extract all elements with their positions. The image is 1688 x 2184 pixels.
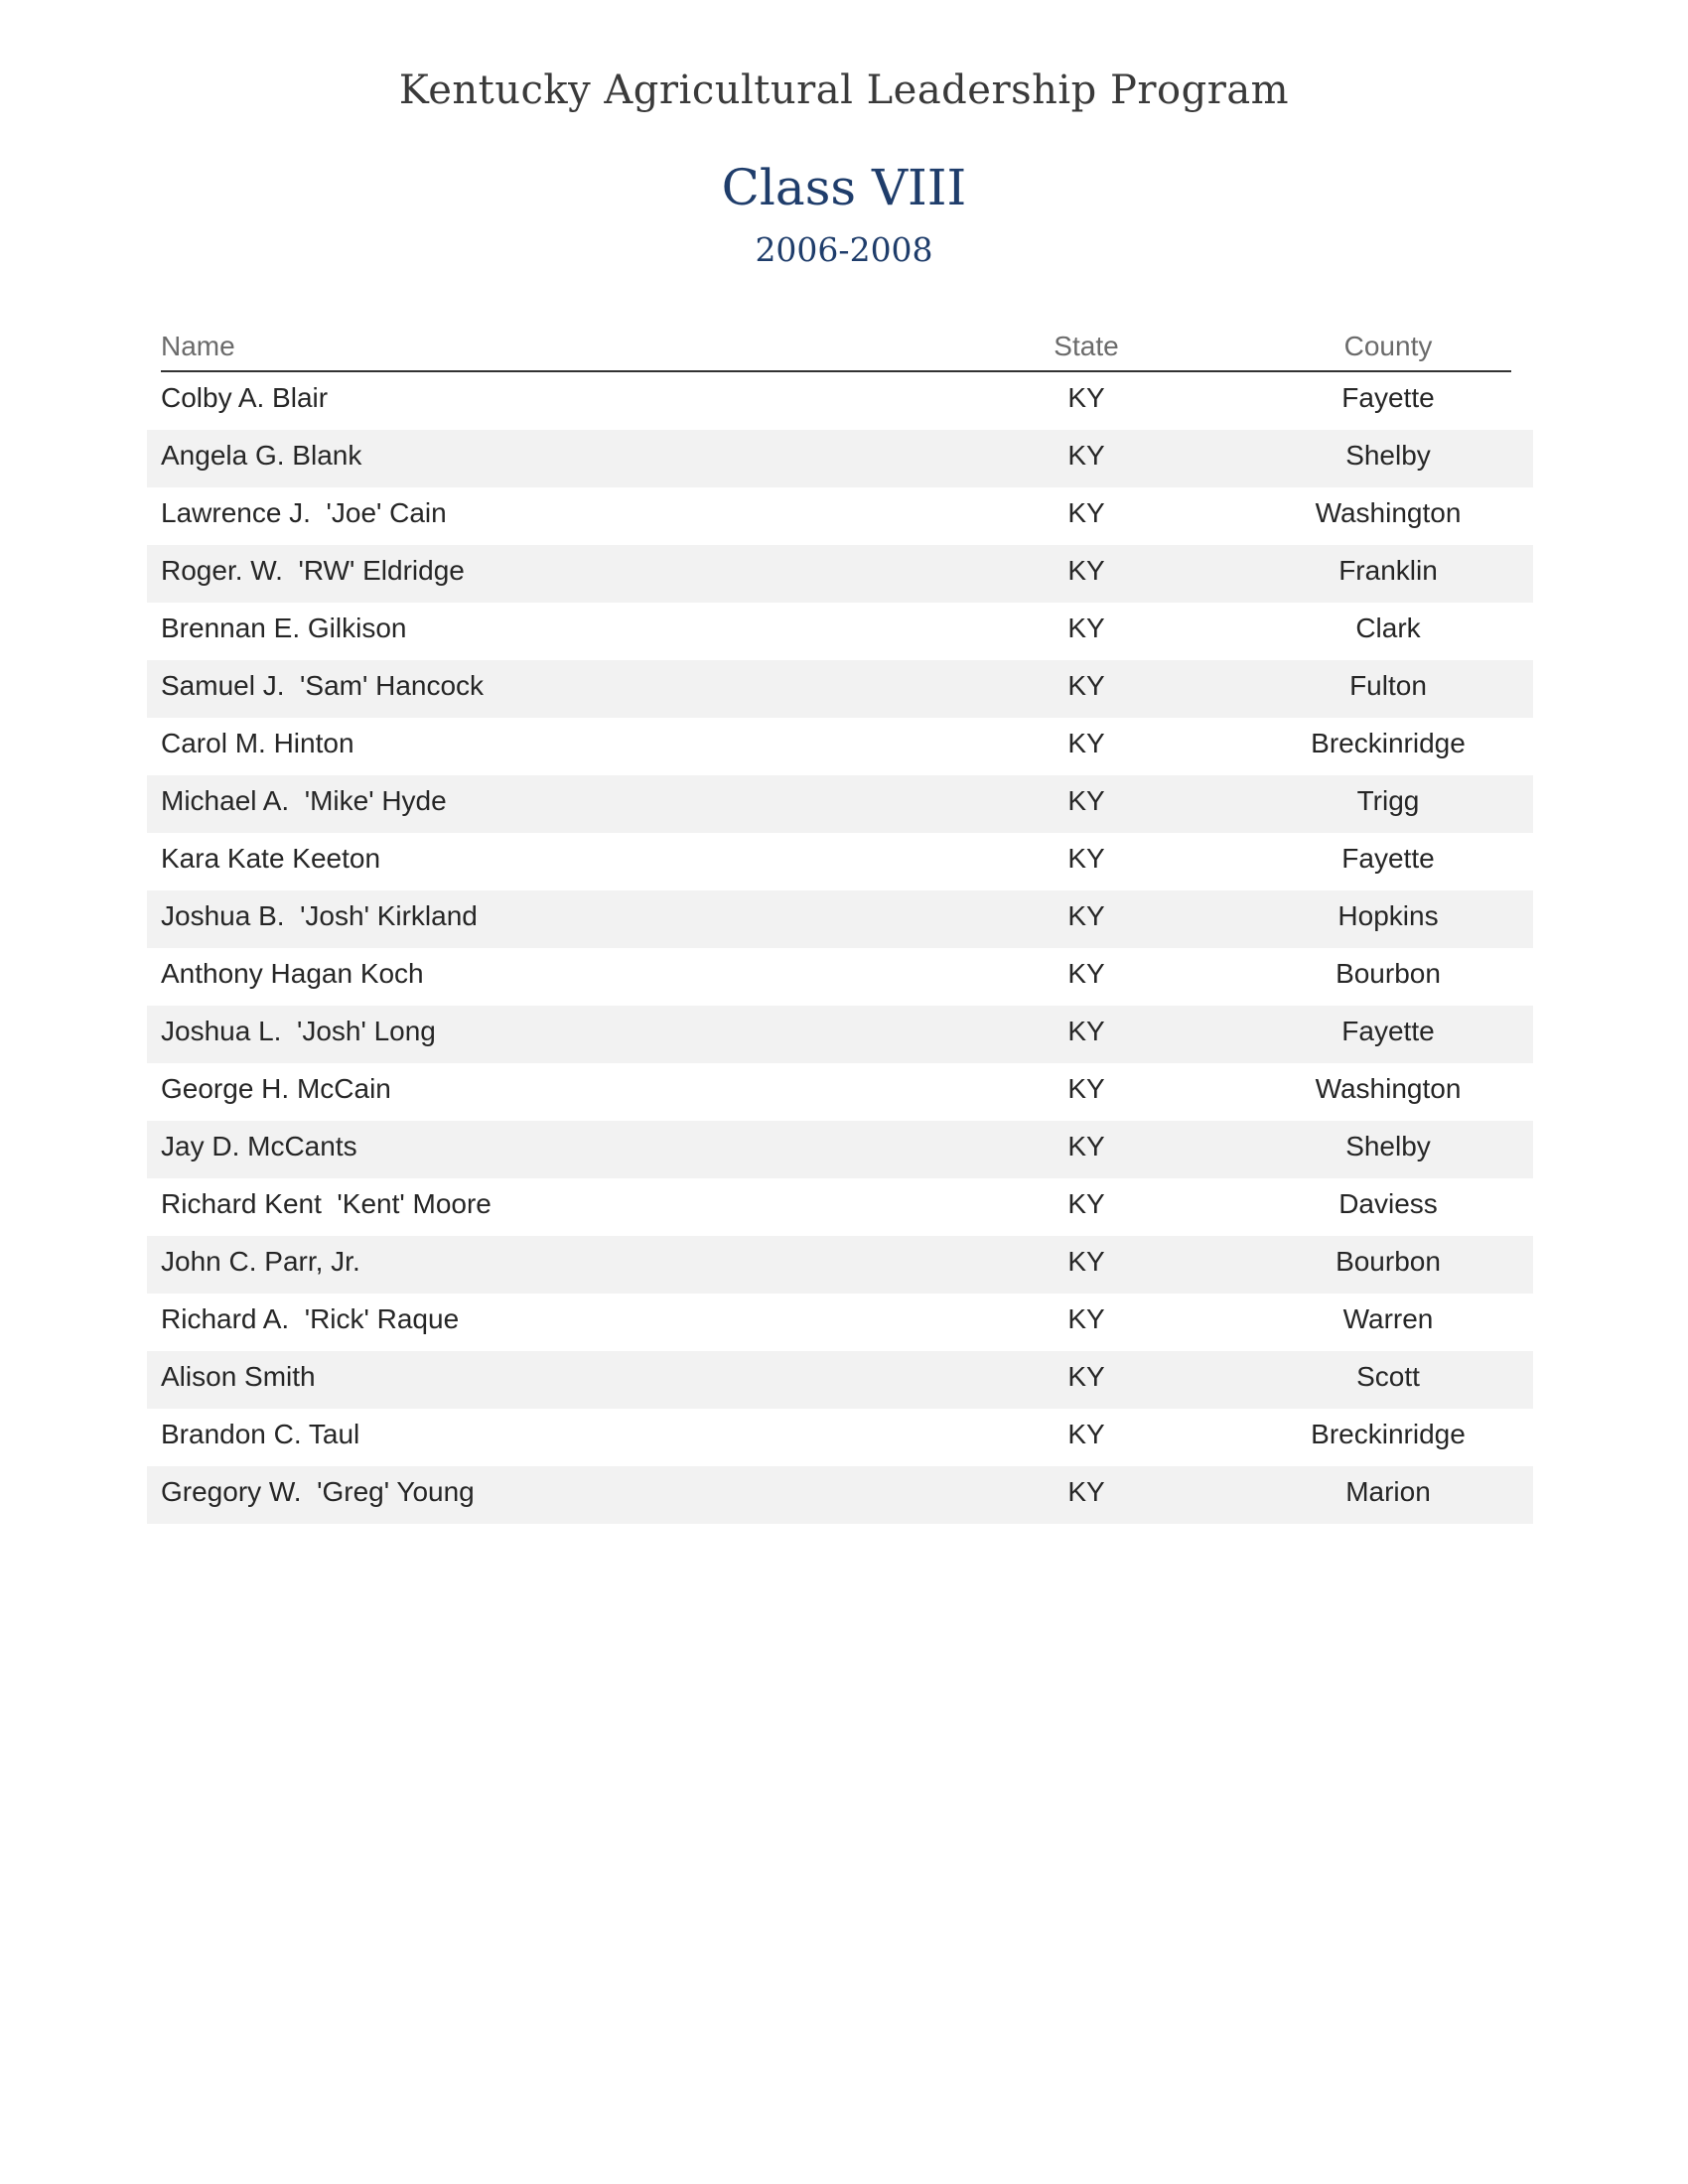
member-state: KY xyxy=(1067,843,1105,874)
table-row xyxy=(147,1063,1533,1121)
member-state: KY xyxy=(1067,670,1105,701)
table-row xyxy=(147,775,1533,833)
table-row xyxy=(147,1409,1533,1466)
member-name: Alison Smith xyxy=(161,1361,316,1392)
table-row xyxy=(147,718,1533,775)
member-county: Fayette xyxy=(1341,1016,1435,1046)
member-county: Fulton xyxy=(1349,670,1427,701)
member-state: KY xyxy=(1067,785,1105,816)
table-row xyxy=(147,603,1533,660)
member-state: KY xyxy=(1067,958,1105,989)
member-name: George H. McCain xyxy=(161,1073,391,1104)
member-name: John C. Parr, Jr. xyxy=(161,1246,360,1277)
member-county: Shelby xyxy=(1345,440,1431,471)
member-county: Shelby xyxy=(1345,1131,1431,1161)
member-state: KY xyxy=(1067,1131,1105,1161)
member-county: Scott xyxy=(1356,1361,1420,1392)
member-state: KY xyxy=(1067,1476,1105,1507)
member-county: Clark xyxy=(1355,613,1421,643)
member-name: Carol M. Hinton xyxy=(161,728,354,758)
member-name: Colby A. Blair xyxy=(161,382,329,413)
table-row xyxy=(147,1121,1533,1178)
member-county: Hopkins xyxy=(1337,900,1439,931)
member-state: KY xyxy=(1067,900,1105,931)
table-row xyxy=(147,487,1533,545)
member-state: KY xyxy=(1067,1361,1105,1392)
table-row xyxy=(147,1236,1533,1294)
table-row xyxy=(147,1294,1533,1351)
member-state: KY xyxy=(1067,382,1105,413)
member-name: Anthony Hagan Koch xyxy=(161,958,424,989)
member-state: KY xyxy=(1067,555,1105,586)
table-row xyxy=(147,430,1533,487)
member-county: Daviess xyxy=(1338,1188,1438,1219)
member-name: Richard A. 'Rick' Raque xyxy=(161,1303,460,1334)
program-title: Kentucky Agricultural Leadership Program xyxy=(398,68,1290,113)
table-row xyxy=(147,545,1533,603)
member-county: Washington xyxy=(1315,497,1462,528)
column-header-state: State xyxy=(1054,331,1119,361)
member-name: Joshua L. 'Josh' Long xyxy=(161,1016,436,1046)
member-county: Bourbon xyxy=(1336,1246,1441,1277)
member-county: Fayette xyxy=(1341,843,1435,874)
roster-body xyxy=(147,372,1533,1524)
member-state: KY xyxy=(1067,728,1105,758)
class-years: 2006-2008 xyxy=(755,230,933,269)
member-county: Marion xyxy=(1345,1476,1431,1507)
member-state: KY xyxy=(1067,1188,1105,1219)
member-name: Lawrence J. 'Joe' Cain xyxy=(161,497,447,528)
table-row xyxy=(147,1178,1533,1236)
member-county: Fayette xyxy=(1341,382,1435,413)
member-state: KY xyxy=(1067,497,1105,528)
class-title: Class VIII xyxy=(721,159,967,216)
member-county: Warren xyxy=(1342,1303,1434,1334)
member-name: Roger. W. 'RW' Eldridge xyxy=(161,555,465,586)
table-row xyxy=(147,372,1533,430)
roster-table xyxy=(147,331,1533,1524)
table-row xyxy=(147,660,1533,718)
member-county: Bourbon xyxy=(1336,958,1441,989)
member-state: KY xyxy=(1067,613,1105,643)
member-name: Jay D. McCants xyxy=(161,1131,357,1161)
member-county: Franklin xyxy=(1338,555,1438,586)
member-name: Brandon C. Taul xyxy=(161,1419,360,1449)
table-row xyxy=(147,948,1533,1006)
roster-header-row xyxy=(147,331,1533,372)
member-state: KY xyxy=(1067,1246,1105,1277)
member-county: Trigg xyxy=(1356,785,1420,816)
member-county: Washington xyxy=(1315,1073,1462,1104)
member-county: Breckinridge xyxy=(1311,1419,1466,1449)
member-name: Brennan E. Gilkison xyxy=(161,613,407,643)
member-state: KY xyxy=(1067,1419,1105,1449)
table-row xyxy=(147,1466,1533,1524)
member-name: Samuel J. 'Sam' Hancock xyxy=(161,670,485,701)
member-name: Joshua B. 'Josh' Kirkland xyxy=(161,900,478,931)
member-name: Kara Kate Keeton xyxy=(161,843,381,874)
member-name: Michael A. 'Mike' Hyde xyxy=(161,785,447,816)
member-name: Gregory W. 'Greg' Young xyxy=(161,1476,475,1507)
table-row xyxy=(147,833,1533,890)
member-state: KY xyxy=(1067,440,1105,471)
member-state: KY xyxy=(1067,1303,1105,1334)
member-state: KY xyxy=(1067,1016,1105,1046)
member-county: Breckinridge xyxy=(1311,728,1466,758)
table-row xyxy=(147,890,1533,948)
table-row xyxy=(147,1351,1533,1409)
table-row xyxy=(147,1006,1533,1063)
member-name: Angela G. Blank xyxy=(161,440,362,471)
member-name: Richard Kent 'Kent' Moore xyxy=(161,1188,492,1219)
column-header-name: Name xyxy=(161,331,235,361)
column-header-county: County xyxy=(1343,331,1433,361)
member-state: KY xyxy=(1067,1073,1105,1104)
